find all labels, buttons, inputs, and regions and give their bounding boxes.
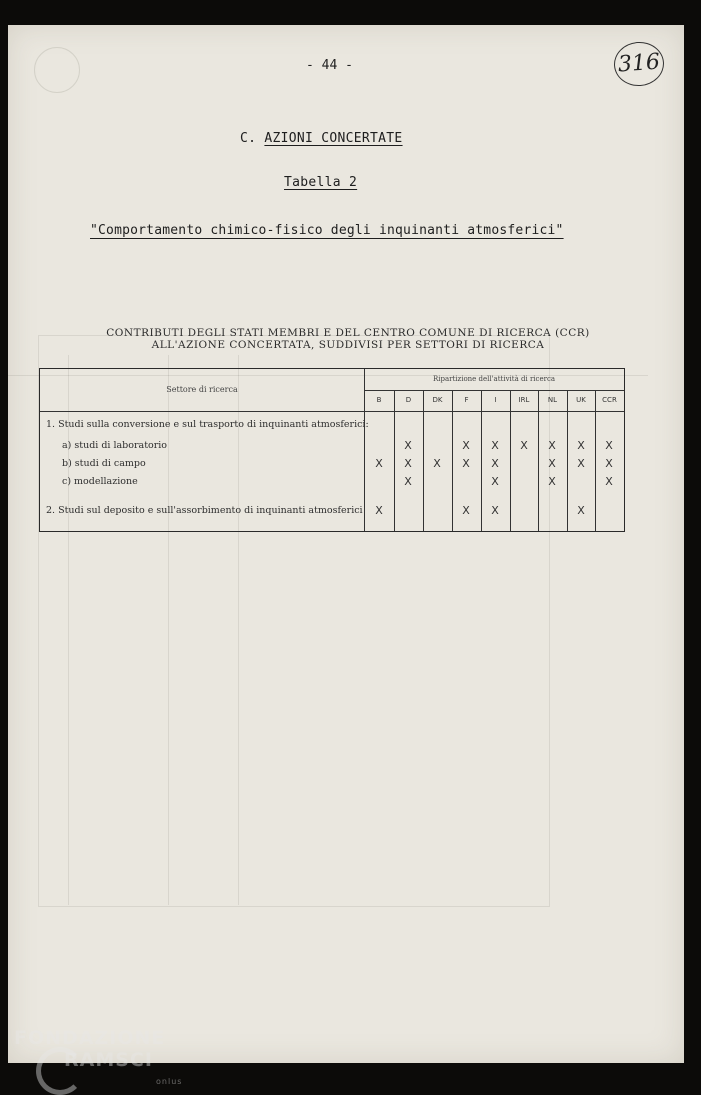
column-divider [423,390,424,531]
table-mark: X [462,457,470,470]
table-mark: X [491,439,499,452]
table-mark: X [548,439,556,452]
distribution-header: Ripartizione dell'attività di ricerca [432,375,556,383]
country-header-b: B [376,396,382,404]
column-divider [510,390,511,531]
table-mark: X [375,457,383,470]
table-mark: X [491,504,499,517]
caption-line-2: ALL'AZIONE CONCERTATA, SUDDIVISI PER SETTORI DI RICERCA [151,339,545,351]
document-page [8,25,684,1086]
table-row-label: c) modellazione [62,476,138,487]
watermark-line-1: FONDAZIONE [14,1027,166,1049]
section-title-text: AZIONI CONCERTATE [264,131,403,146]
country-header-dk: DK [432,396,443,404]
column-divider [481,390,482,531]
caption-line-1: CONTRIBUTI DEGLI STATI MEMBRI E DEL CENTRO COMUNE DI RICERCA (CCR) [106,327,590,339]
table-mark: X [404,439,412,452]
country-header-f: F [464,396,469,404]
table-row-label: 2. Studi sul deposito e sull'assorbimento di inquinanti atmosferici [46,505,363,516]
table-mark: X [404,457,412,470]
country-header-d: D [405,396,412,404]
table-mark: X [577,457,585,470]
table-label: Tabella 2 [284,175,358,190]
table-mark: X [375,504,383,517]
table-mark: X [548,457,556,470]
page-number: - 44 - [306,58,353,73]
country-header-i: I [494,396,497,404]
faded-stamp [34,47,80,93]
country-header-nl: NL [547,396,558,404]
sector-header: Settore di ricerca [166,385,238,394]
column-divider [452,390,453,531]
research-contribution-table [39,368,625,532]
table-mark: X [520,439,528,452]
table-mark: X [491,457,499,470]
header-bottom-rule [40,411,624,412]
table-mark: X [462,439,470,452]
watermark-suffix: onlus [156,1077,183,1086]
document-subtitle: "Comportamento chimico-fisico degli inquinanti atmosferici" [90,223,564,238]
table-mark: X [548,475,556,488]
column-divider [567,390,568,531]
country-header-irl: IRL [518,396,530,404]
column-divider [595,390,596,531]
table-row-label: 1. Studi sulla conversione e sul trasporto di inquinanti atmosferici: [46,419,369,430]
archive-number-stamp: 316 [613,40,666,87]
country-header-ccr: CCR [602,396,617,404]
column-divider [538,390,539,531]
table-row-label: a) studi di laboratorio [62,440,168,451]
section-title [240,131,403,146]
table-mark: X [577,439,585,452]
table-mark: X [605,475,613,488]
section-prefix: C. [240,131,257,146]
table-mark: X [491,475,499,488]
table-mark: X [404,475,412,488]
table-row-label: b) studi di campo [62,458,146,469]
country-header-uk: UK [576,396,586,404]
column-divider [394,390,395,531]
watermark-line-2: RAMSCI [64,1049,153,1071]
table-mark: X [605,457,613,470]
table-mark: X [577,504,585,517]
table-mark: X [433,457,441,470]
table-mark: X [605,439,613,452]
table-mark: X [462,504,470,517]
